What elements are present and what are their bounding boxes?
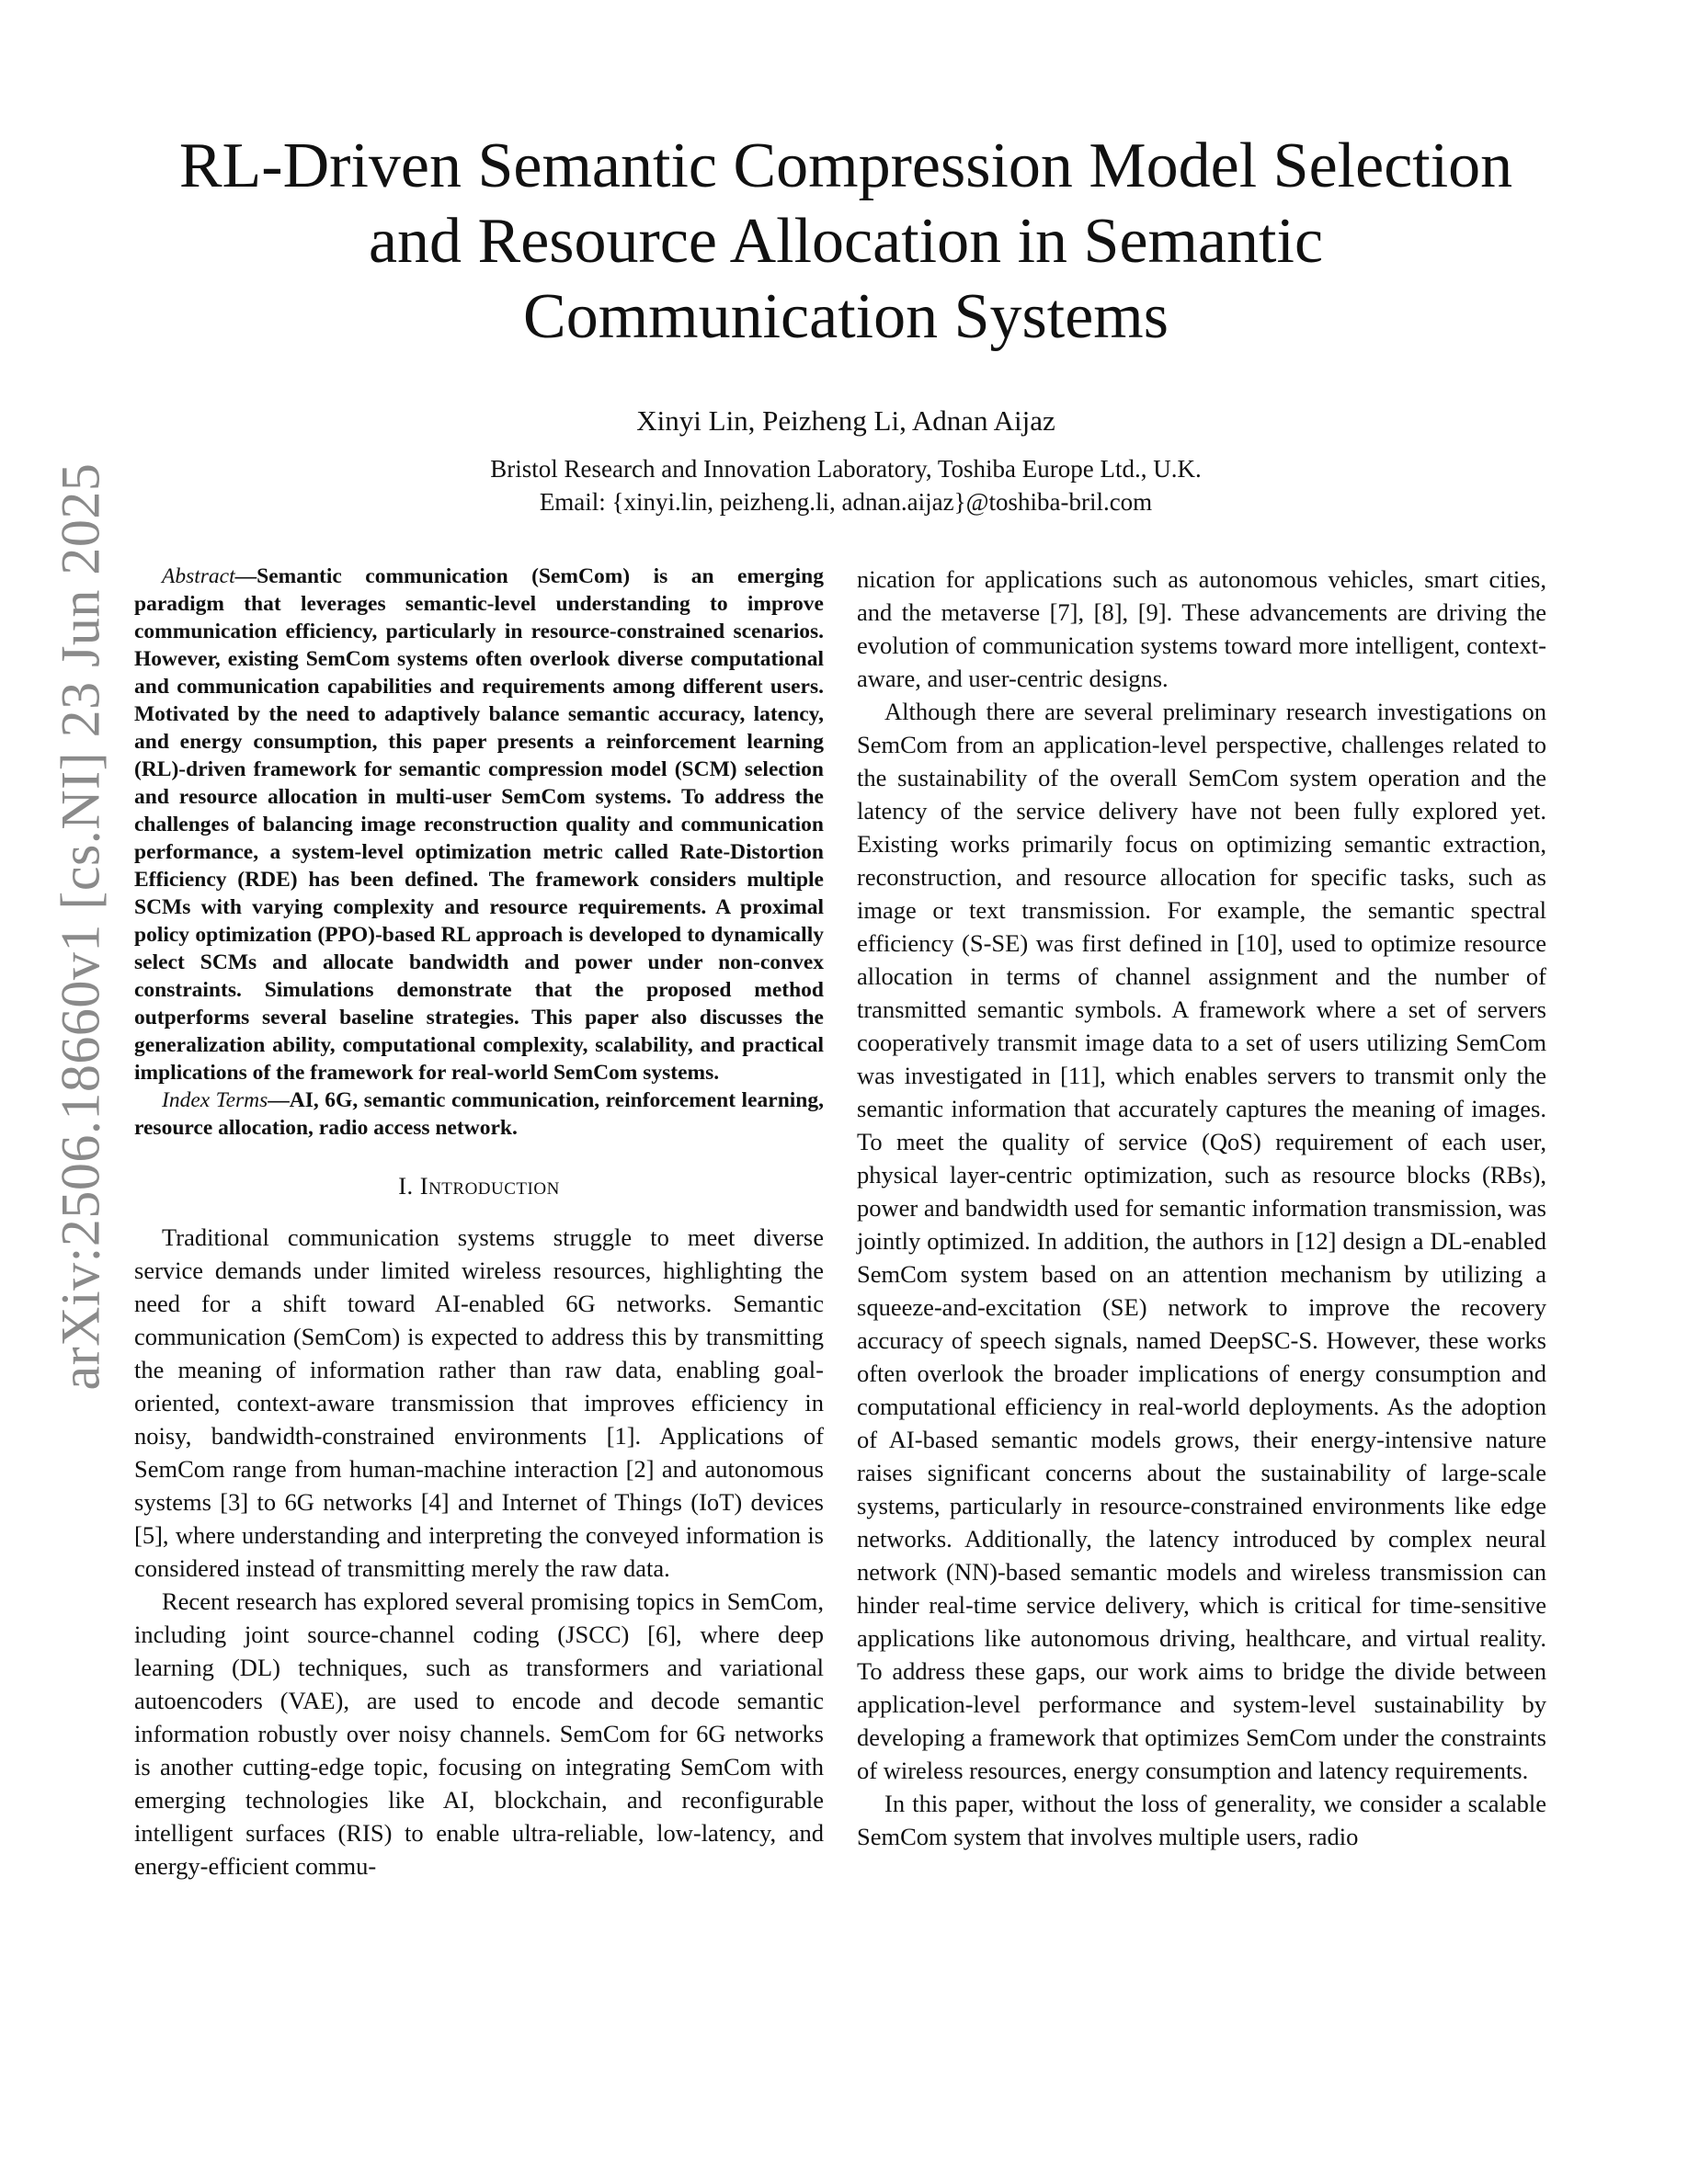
paper-title [129, 129, 1563, 355]
index-terms-text: —AI, 6G, semantic communication, reinforcement learning, resource allocation, radio access network. [134, 1088, 824, 1140]
section-heading-introduction: I. Introduction [398, 1172, 560, 1200]
right-column [857, 563, 1546, 1853]
body-paragraph: Although there are several preliminary research investigations on SemCom from an application-level perspective, challenges related to the sustainability of the overall SemCom system operation and the latency of the service delivery have not been fully explored yet. Existing works primarily focus on optimizing semantic extraction, reconstruction, and resource allocation for specific tasks, such as image or text transmission. For example, the semantic spectral efficiency (S-SE) was first defined in [10], used to optimize resource allocation in terms of channel assignment and the number of transmitted semantic symbols. A framework where a set of servers cooperatively transmit image data to a set of users utilizing SemCom was investigated in [11], which enables servers to transmit only the semantic information that accurately captures the meaning of images. To meet the quality of service (QoS) requirement of each user, physical layer-centric optimization, such as resource blocks (RBs), power and bandwidth used for semantic information transmission, was jointly optimized. In addition, the authors in [12] design a DL-enabled SemCom system based on an attention mechanism by utilizing a squeeze-and-excitation (SE) network to improve the recovery accuracy of speech signals, named DeepSC-S. However, these works often overlook the broader implications of energy consumption and computational efficiency in real-world deployments. As the adoption of AI-based semantic models grows, their energy-intensive nature raises significant concerns about the sustainability of large-scale systems, particularly in resource-constrained environments like edge networks. Additionally, the latency introduced by complex neural network (NN)-based semantic models and wireless transmission can hinder real-time service delivery, which is critical for time-sensitive applications like autonomous driving, healthcare, and virtual reality. To address these gaps, our work aims to bridge the divide between application-level performance and system-level sustainability by developing a framework that optimizes SemCom under the constraints of wireless resources, energy consumption and latency requirements. [857, 698, 1546, 1784]
body-paragraph-continuation: nication for applications such as autonomous vehicles, smart cities, and the metaverse [7], [8], [9]. These advancements are driving the evolution of communication systems toward more intelligent, context-aware, and user-centric designs. [857, 565, 1546, 692]
body-paragraph: Recent research has explored several promising topics in SemCom, including joint source-channel coding (JSCC) [6], where deep learning (DL) techniques, such as transformers and variational autoencoders (VAE), are used to encode and decode semantic information robustly over noisy channels. SemCom for 6G networks is another cutting-edge topic, focusing on integrating SemCom with emerging technologies like AI, blockchain, and reconfigurable intelligent surfaces (RIS) to enable ultra-reliable, low-latency, and energy-efficient commu- [134, 1587, 824, 1880]
index-terms [134, 1086, 824, 1142]
affiliation-block [129, 452, 1563, 518]
arxiv-identifier: arXiv:2506.18660v1 [cs.NI] 23 Jun 2025 [50, 462, 111, 1391]
abstract [134, 563, 824, 1086]
title-line: RL-Driven Semantic Compression Model Selection [178, 131, 1513, 201]
title-line: Communication Systems [523, 281, 1169, 352]
email-line: Email: {xinyi.lin, peizheng.li, adnan.aijaz}@toshiba-bril.com [539, 488, 1153, 516]
author-list: Xinyi Lin, Peizheng Li, Adnan Aijaz [636, 404, 1055, 437]
abstract-label: Abstract [162, 564, 235, 588]
title-line: and Resource Allocation in Semantic [368, 206, 1324, 277]
left-column [134, 563, 824, 1883]
index-terms-label: Index Terms [162, 1088, 268, 1112]
affiliation: Bristol Research and Innovation Laboratory, Toshiba Europe Ltd., U.K. [490, 455, 1202, 483]
abstract-text: —Semantic communication (SemCom) is an emerging paradigm that leverages semantic-level understanding to improve communication efficiency, particularly in resource-constrained scenarios. However, existing SemCom systems often overlook diverse computational and communication capabilities and requirements among different users. Motivated by the need to adaptively balance semantic accuracy, latency, and energy consumption, this paper presents a reinforcement learning (RL)-driven framework for semantic compression model (SCM) selection and resource allocation in multi-user SemCom systems. To address the challenges of balancing image reconstruction quality and communication performance, a system-level optimization metric called Rate-Distortion Efficiency (RDE) has been defined. The framework considers multiple SCMs with varying complexity and resource requirements. A proximal policy optimization (PPO)-based RL approach is developed to dynamically select SCMs and allocate bandwidth and power under non-convex constraints. Simulations demonstrate that the proposed method outperforms several baseline strategies. This paper also discusses the generalization ability, computational complexity, scalability, and practical implications of the framework for real-world SemCom systems. [134, 564, 824, 1085]
body-paragraph: In this paper, without the loss of generality, we consider a scalable SemCom system that involves multiple users, radio [857, 1790, 1546, 1850]
body-paragraph: Traditional communication systems struggle to meet diverse service demands under limited wireless resources, highlighting the need for a shift toward AI-enabled 6G networks. Semantic communication (SemCom) is expected to address this by transmitting the meaning of information rather than raw data, enabling goal-oriented, context-aware transmission that improves efficiency in noisy, bandwidth-constrained environments [1]. Applications of SemCom range from human-machine interaction [2] and autonomous systems [3] to 6G networks [4] and Internet of Things (IoT) devices [5], where understanding and interpreting the conveyed information is considered instead of transmitting merely the raw data. [134, 1223, 824, 1582]
